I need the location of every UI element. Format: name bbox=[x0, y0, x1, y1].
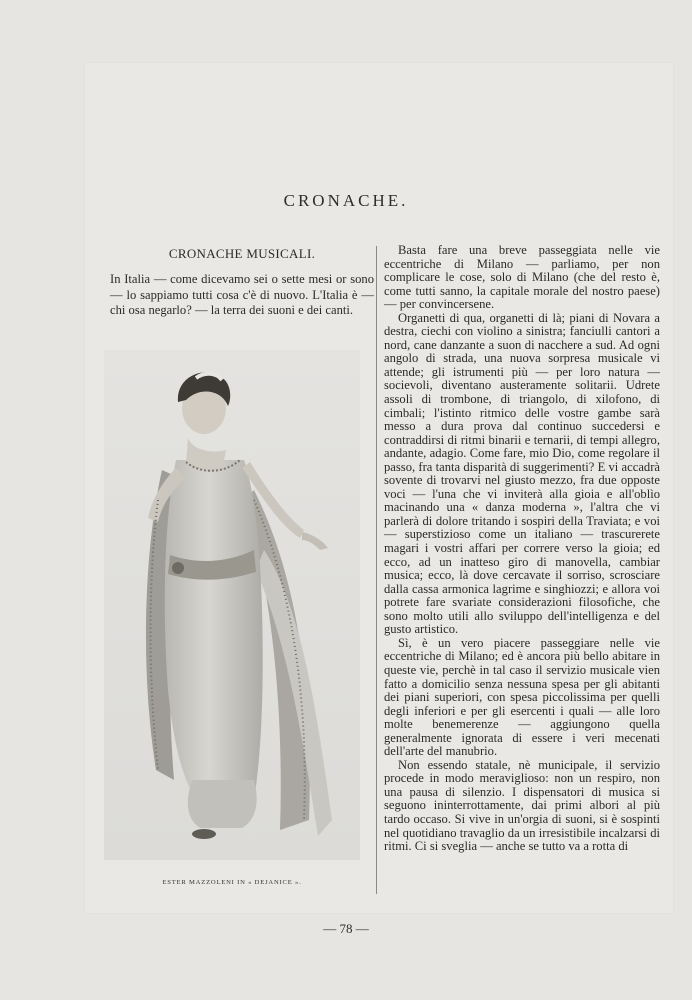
paragraph-3: Sì, è un vero piacere passeggiare nelle vie eccentriche di Milano; ed è ancora più bello abitare in queste vie, perchè in tal caso il servizio musicale vien fatto a domicilio senza nessuna spesa per gli abitanti dei piani superiori, con spesa piccolissima per quelli degli inferiori e per gli esercenti i quali — alle loro molte benemerenze — aggiungono quella generalmente ignorata di essere i veri mecenati dell'arte del manubrio. bbox=[384, 635, 660, 759]
left-heading: CRONACHE MUSICALI. bbox=[168, 246, 316, 261]
left-column bbox=[110, 246, 374, 319]
paragraph-2: Organetti di qua, organetti di là; piani di Novara a destra, ciechi con violino a sinistra; fanciulli cantori a nord, cane danzante a suon di nacchere a sud. Ad ogni angolo di strada, una nuova sorpresa musicale vi attende; gli istrumenti più — per loro natura — socievoli, diventano austeramente solitarii. Udrete assoli di trombone, di triangolo, di xilofono, di cimbali; l'istinto ritmico delle vostre gambe sarà messo a dura prova dal continuo succedersi e contraddirsi di ritmi binarii e ternarii, di tempi allegro, andante, adagio. Come fare, mio Dio, come regolare il passo, fra tanta disparità di suggerimenti? E vi accadrà sovente di trovarvi nel giusto mezzo, fra due opposte voci — l'una che vi inviterà alla gioia e all'oblìo macinando una « danza moderna », l'altra che vi parlerà di dolore tritando i sospiri della Traviata; e voi — superstizioso come un italiano — trascurerete magari i vostri affari per correre verso la gioia; ed ecco, ad un inatteso giro di manovella, cambiar musica; ecco, là dove cercavate il sorriso, scrosciare dalla cassa armonica lagrime e singhiozzi; e allora voi potrete fare svariate considerazioni filosofiche, che sono molto utili allo sviluppo dell'intelligenza e del gusto artistico. bbox=[384, 310, 660, 637]
paragraph-4: Non essendo statale, nè municipale, il servizio procede in modo meraviglioso: non un respiro, non una pausa di silenzio. I dispensatori di musica si seguono ininterrottamente, dai primi albori al più tardo occaso. Si vive in un'orgia di suoni, si è sospinti nel quotidiano travaglio da un irresistibile incalzarsi di ritmi. Ci si sveglia — anche se tutto va a rotta di bbox=[384, 757, 660, 854]
photo-caption: ESTER MAZZOLENI IN « DEJANICE ». bbox=[162, 879, 302, 886]
column-divider bbox=[376, 246, 377, 894]
page-number: — 78 — bbox=[323, 921, 369, 936]
paragraph-1: Basta fare una breve passeggiata nelle vie eccentriche di Milano — parliamo, per non complicare le cose, solo di Milano (che del resto è, come tutti sanno, la capitale morale del nostro paese) — per convincersene. bbox=[384, 243, 660, 312]
singer-figure-illustration bbox=[104, 350, 360, 860]
section-title: CRONACHE. bbox=[283, 191, 409, 210]
intro-paragraph: In Italia — come dicevamo sei o sette mesi or sono — lo sappiamo tutti cosa c'è di nuovo. L'Italia è — chi osa negarlo? — la terra dei suoni e dei canti. bbox=[110, 272, 374, 318]
left-intro bbox=[110, 272, 374, 319]
right-column bbox=[384, 244, 660, 854]
portrait-photo bbox=[104, 350, 360, 860]
